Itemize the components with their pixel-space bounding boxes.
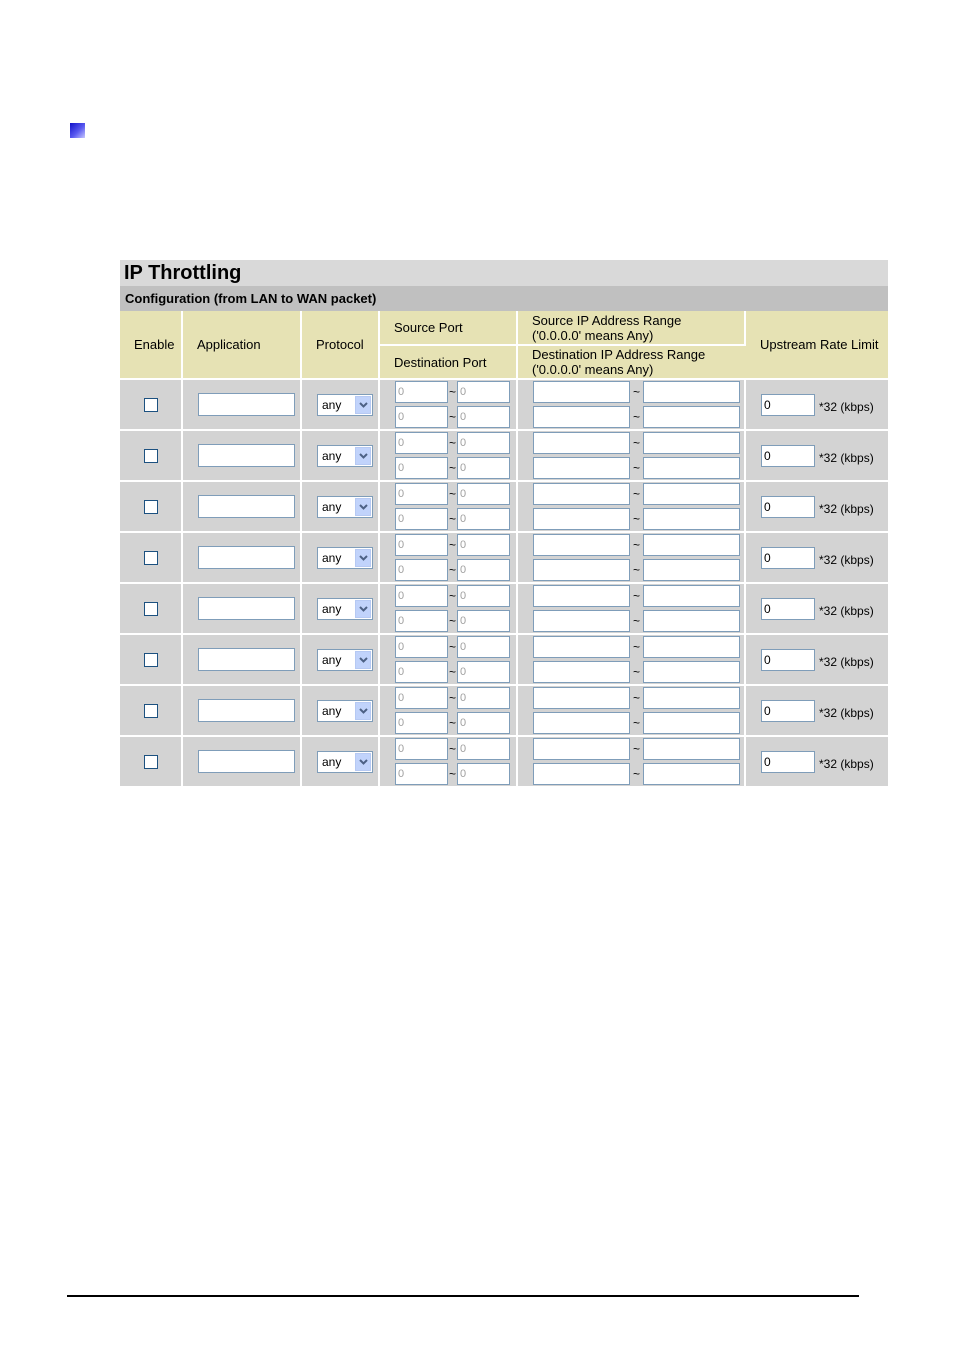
rate-limit-input[interactable]: 0 (761, 445, 815, 467)
destination-ip-to-input[interactable] (643, 610, 740, 632)
throttling-table (120, 311, 888, 788)
application-input[interactable] (198, 393, 295, 416)
rate-limit-input[interactable]: 0 (761, 598, 815, 620)
destination-ip-from-input[interactable] (533, 763, 630, 785)
chevron-down-icon[interactable] (355, 753, 371, 771)
tilde-separator: ~ (632, 716, 640, 730)
chevron-down-icon[interactable] (355, 600, 371, 618)
source-port-to-input[interactable]: 0 (457, 636, 510, 658)
destination-port-from-input[interactable]: 0 (395, 610, 448, 632)
port-cell (379, 736, 517, 787)
tilde-separator: ~ (448, 512, 456, 526)
protocol-value: any (322, 397, 342, 412)
table-row (120, 532, 888, 583)
chevron-down-icon[interactable] (355, 447, 371, 465)
application-cell (182, 583, 301, 634)
source-port-from-input[interactable]: 0 (395, 534, 448, 556)
application-input[interactable] (198, 597, 295, 620)
application-cell (182, 685, 301, 736)
ip-cell (517, 481, 745, 532)
protocol-select[interactable] (317, 496, 373, 518)
protocol-cell (301, 583, 379, 634)
tilde-separator: ~ (632, 563, 640, 577)
protocol-cell (301, 430, 379, 481)
enable-cell (120, 430, 182, 481)
application-cell (182, 532, 301, 583)
rate-unit-label: *32 (kbps) (819, 654, 874, 669)
ip-cell (517, 634, 745, 685)
destination-ip-to-input[interactable] (643, 508, 740, 530)
destination-port-from-input[interactable]: 0 (395, 508, 448, 530)
rate-unit-label: *32 (kbps) (819, 603, 874, 618)
header-protocol: Protocol (301, 311, 379, 379)
rate-unit-label: *32 (kbps) (819, 501, 874, 516)
tilde-separator: ~ (448, 665, 456, 679)
panel-title: IP Throttling (120, 260, 888, 286)
tilde-separator: ~ (632, 410, 640, 424)
source-ip-from-input[interactable] (533, 483, 630, 505)
port-cell (379, 532, 517, 583)
rate-limit-input[interactable]: 0 (761, 496, 815, 518)
source-ip-to-input[interactable] (643, 483, 740, 505)
destination-port-from-input[interactable]: 0 (395, 457, 448, 479)
protocol-cell (301, 532, 379, 583)
protocol-cell (301, 736, 379, 787)
source-ip-to-input[interactable] (643, 687, 740, 709)
tilde-separator: ~ (448, 691, 456, 705)
destination-ip-from-input[interactable] (533, 508, 630, 530)
source-ip-from-input[interactable] (533, 381, 630, 403)
enable-cell (120, 532, 182, 583)
source-port-to-input[interactable]: 0 (457, 534, 510, 556)
destination-port-from-input[interactable]: 0 (395, 661, 448, 683)
header-source-ip-line2: ('0.0.0.0' means Any) (532, 327, 654, 343)
tilde-separator: ~ (448, 716, 456, 730)
destination-port-to-input[interactable]: 0 (457, 559, 510, 581)
protocol-select[interactable] (317, 547, 373, 569)
rate-limit-input[interactable]: 0 (761, 547, 815, 569)
port-cell (379, 481, 517, 532)
application-input[interactable] (198, 495, 295, 518)
destination-ip-from-input[interactable] (533, 406, 630, 428)
enable-cell (120, 481, 182, 532)
enable-cell (120, 379, 182, 430)
header-dest-ip (517, 345, 745, 379)
application-cell (182, 634, 301, 685)
protocol-cell (301, 379, 379, 430)
rate-limit-input[interactable]: 0 (761, 649, 815, 671)
protocol-select[interactable] (317, 649, 373, 671)
tilde-separator: ~ (632, 767, 640, 781)
destination-port-to-input[interactable]: 0 (457, 763, 510, 785)
enable-cell (120, 583, 182, 634)
enable-cell (120, 685, 182, 736)
tilde-separator: ~ (448, 436, 456, 450)
source-ip-from-input[interactable] (533, 687, 630, 709)
enable-cell (120, 736, 182, 787)
source-ip-to-input[interactable] (643, 432, 740, 454)
rate-unit-label: *32 (kbps) (819, 756, 874, 771)
tilde-separator: ~ (632, 538, 640, 552)
header-upstream: Upstream Rate Limit (745, 311, 888, 379)
enable-cell (120, 634, 182, 685)
header-destination-port: Destination Port (379, 345, 517, 379)
tilde-separator: ~ (448, 742, 456, 756)
protocol-select[interactable] (317, 700, 373, 722)
enable-checkbox[interactable] (144, 602, 158, 616)
destination-port-to-input[interactable]: 0 (457, 406, 510, 428)
rate-cell (745, 583, 888, 634)
tilde-separator: ~ (448, 410, 456, 424)
protocol-cell (301, 634, 379, 685)
rate-unit-label: *32 (kbps) (819, 552, 874, 567)
enable-checkbox[interactable] (144, 500, 158, 514)
protocol-value: any (322, 550, 342, 565)
source-ip-from-input[interactable] (533, 636, 630, 658)
destination-port-from-input[interactable]: 0 (395, 712, 448, 734)
tilde-separator: ~ (632, 461, 640, 475)
source-ip-to-input[interactable] (643, 534, 740, 556)
tilde-separator: ~ (632, 512, 640, 526)
tilde-separator: ~ (632, 385, 640, 399)
port-cell (379, 685, 517, 736)
source-ip-to-input[interactable] (643, 381, 740, 403)
source-port-to-input[interactable]: 0 (457, 585, 510, 607)
enable-checkbox[interactable] (144, 449, 158, 463)
destination-ip-to-input[interactable] (643, 406, 740, 428)
application-input[interactable] (198, 699, 295, 722)
table-row (120, 430, 888, 481)
destination-port-to-input[interactable]: 0 (457, 661, 510, 683)
protocol-select[interactable] (317, 598, 373, 620)
application-input[interactable] (198, 750, 295, 773)
enable-checkbox[interactable] (144, 398, 158, 412)
source-ip-from-input[interactable] (533, 432, 630, 454)
chevron-down-icon[interactable] (355, 651, 371, 669)
ip-cell (517, 430, 745, 481)
tilde-separator: ~ (632, 640, 640, 654)
protocol-value: any (322, 652, 342, 667)
enable-checkbox[interactable] (144, 755, 158, 769)
tilde-separator: ~ (448, 563, 456, 577)
protocol-select[interactable] (317, 751, 373, 773)
rate-unit-label: *32 (kbps) (819, 705, 874, 720)
chevron-down-icon[interactable] (355, 498, 371, 516)
tilde-separator: ~ (448, 589, 456, 603)
section-bullet-icon (70, 123, 85, 138)
destination-ip-to-input[interactable] (643, 661, 740, 683)
table-row (120, 583, 888, 634)
ip-cell (517, 685, 745, 736)
source-ip-from-input[interactable] (533, 738, 630, 760)
application-cell (182, 379, 301, 430)
table-row (120, 634, 888, 685)
rate-cell (745, 532, 888, 583)
destination-port-to-input[interactable]: 0 (457, 508, 510, 530)
destination-port-from-input[interactable]: 0 (395, 763, 448, 785)
source-port-from-input[interactable]: 0 (395, 483, 448, 505)
rate-cell (745, 736, 888, 787)
protocol-value: any (322, 601, 342, 616)
destination-ip-from-input[interactable] (533, 661, 630, 683)
source-ip-to-input[interactable] (643, 636, 740, 658)
port-cell (379, 379, 517, 430)
tilde-separator: ~ (448, 767, 456, 781)
source-port-to-input[interactable]: 0 (457, 381, 510, 403)
enable-checkbox[interactable] (144, 551, 158, 565)
header-source-ip-line1: Source IP Address Range (532, 312, 682, 328)
source-port-from-input[interactable]: 0 (395, 381, 448, 403)
source-port-to-input[interactable]: 0 (457, 432, 510, 454)
source-ip-from-input[interactable] (533, 534, 630, 556)
destination-port-to-input[interactable]: 0 (457, 610, 510, 632)
port-cell (379, 634, 517, 685)
application-cell (182, 736, 301, 787)
tilde-separator: ~ (632, 665, 640, 679)
tilde-separator: ~ (448, 487, 456, 501)
enable-checkbox[interactable] (144, 653, 158, 667)
destination-ip-to-input[interactable] (643, 712, 740, 734)
header-application: Application (182, 311, 301, 379)
table-row (120, 685, 888, 736)
source-ip-from-input[interactable] (533, 585, 630, 607)
rate-limit-input[interactable]: 0 (761, 700, 815, 722)
source-port-from-input[interactable]: 0 (395, 432, 448, 454)
source-port-from-input[interactable]: 0 (395, 636, 448, 658)
rate-cell (745, 481, 888, 532)
port-cell (379, 430, 517, 481)
protocol-value: any (322, 703, 342, 718)
tilde-separator: ~ (448, 640, 456, 654)
ip-cell (517, 583, 745, 634)
destination-port-to-input[interactable]: 0 (457, 457, 510, 479)
rate-cell (745, 379, 888, 430)
tilde-separator: ~ (632, 614, 640, 628)
chevron-down-icon[interactable] (355, 396, 371, 414)
protocol-cell (301, 685, 379, 736)
rate-unit-label: *32 (kbps) (819, 399, 874, 414)
destination-ip-to-input[interactable] (643, 457, 740, 479)
rate-cell (745, 430, 888, 481)
source-ip-to-input[interactable] (643, 738, 740, 760)
tilde-separator: ~ (448, 614, 456, 628)
header-source-ip (517, 311, 745, 345)
tilde-separator: ~ (632, 436, 640, 450)
destination-port-from-input[interactable]: 0 (395, 559, 448, 581)
destination-ip-to-input[interactable] (643, 763, 740, 785)
header-enable: Enable (120, 311, 182, 379)
rate-unit-label: *32 (kbps) (819, 450, 874, 465)
table-row (120, 736, 888, 787)
header-dest-ip-line2: ('0.0.0.0' means Any) (532, 362, 654, 377)
source-port-to-input[interactable]: 0 (457, 738, 510, 760)
panel-subtitle: Configuration (from LAN to WAN packet) (120, 286, 888, 311)
protocol-value: any (322, 499, 342, 514)
tilde-separator: ~ (632, 589, 640, 603)
source-ip-to-input[interactable] (643, 585, 740, 607)
ip-cell (517, 736, 745, 787)
application-input[interactable] (198, 546, 295, 569)
protocol-value: any (322, 754, 342, 769)
tilde-separator: ~ (632, 742, 640, 756)
table-row (120, 481, 888, 532)
rate-cell (745, 634, 888, 685)
protocol-value: any (322, 448, 342, 463)
destination-ip-from-input[interactable] (533, 559, 630, 581)
rate-limit-input[interactable]: 0 (761, 394, 815, 416)
tilde-separator: ~ (448, 385, 456, 399)
chevron-down-icon[interactable] (355, 702, 371, 720)
application-cell (182, 430, 301, 481)
protocol-select[interactable] (317, 445, 373, 467)
tilde-separator: ~ (448, 538, 456, 552)
rate-cell (745, 685, 888, 736)
tilde-separator: ~ (632, 691, 640, 705)
source-port-from-input[interactable]: 0 (395, 687, 448, 709)
application-input[interactable] (198, 444, 295, 467)
protocol-cell (301, 481, 379, 532)
destination-port-to-input[interactable]: 0 (457, 712, 510, 734)
destination-ip-from-input[interactable] (533, 457, 630, 479)
destination-port-from-input[interactable]: 0 (395, 406, 448, 428)
ip-cell (517, 532, 745, 583)
source-port-to-input[interactable]: 0 (457, 483, 510, 505)
chevron-down-icon[interactable] (355, 549, 371, 567)
destination-ip-to-input[interactable] (643, 559, 740, 581)
enable-checkbox[interactable] (144, 704, 158, 718)
header-source-port: Source Port (379, 311, 517, 345)
application-cell (182, 481, 301, 532)
port-cell (379, 583, 517, 634)
header-dest-ip-line1: Destination IP Address Range (532, 347, 706, 362)
ip-cell (517, 379, 745, 430)
destination-ip-from-input[interactable] (533, 712, 630, 734)
tilde-separator: ~ (448, 461, 456, 475)
rate-limit-input[interactable]: 0 (761, 751, 815, 773)
tilde-separator: ~ (632, 487, 640, 501)
protocol-select[interactable] (317, 394, 373, 416)
destination-ip-from-input[interactable] (533, 610, 630, 632)
table-row (120, 379, 888, 430)
source-port-to-input[interactable]: 0 (457, 687, 510, 709)
ip-throttling-panel (120, 260, 888, 788)
source-port-from-input[interactable]: 0 (395, 585, 448, 607)
source-port-from-input[interactable]: 0 (395, 738, 448, 760)
footer-rule (67, 1295, 859, 1297)
application-input[interactable] (198, 648, 295, 671)
